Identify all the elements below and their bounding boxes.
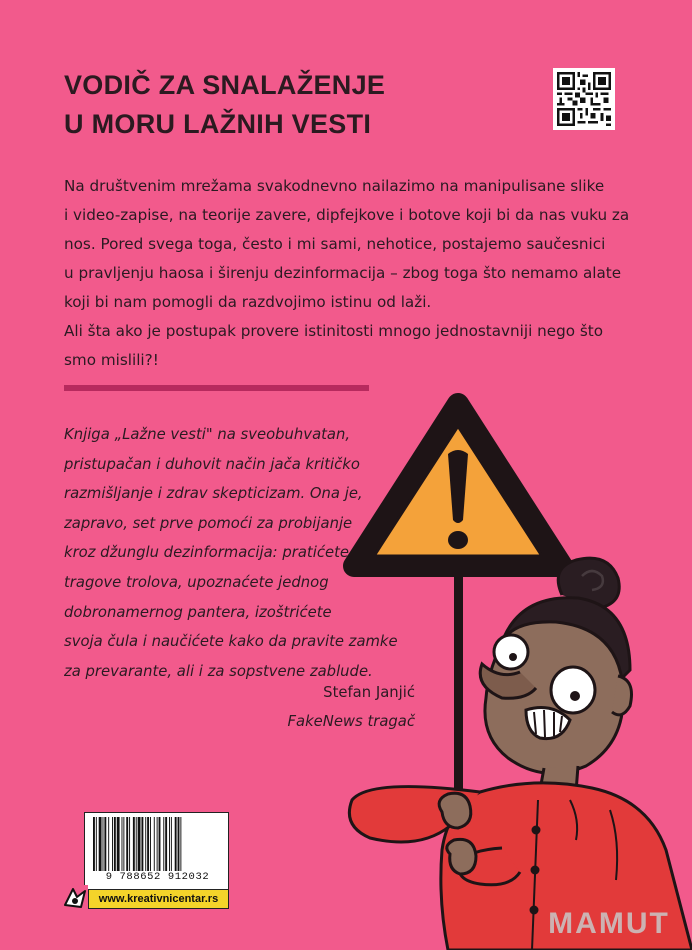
publisher-logo-icon [62,885,88,911]
quote-line: pristupačan i duhovit način jača kritičko [64,455,360,473]
title-line-2: U MORU LAŽNIH VESTI [64,109,372,139]
publisher-website: www.kreativnicentar.rs [88,889,229,909]
quote-line: tragove trolova, upoznaćete jednog [64,573,329,591]
quote-line: kroz džunglu dezinformacija: pratićete [64,544,349,562]
quote-line: Knjiga „Lažne vesti" na sveobuhvatan, [64,426,351,443]
book-title [64,66,385,144]
quote-line: za prevarante, ali i za sopstvene zablude. [64,662,373,680]
intro-line: u pravljenju haosa i širenju dezinformacija – zbog toga što nemamo alate [64,264,622,282]
intro-line: nos. Pored svega toga, često i mi sami, nehotice, postajemo saučesnici [64,235,606,253]
barcode-bars [91,817,224,871]
divider [64,385,369,391]
barcode [84,812,229,900]
watermark [533,908,685,940]
quote-line: zapravo, set prve pomoći za probijanje [64,514,353,532]
warning-sign-icon [354,404,562,566]
character [349,558,692,950]
intro-line: koji bi nam pomogli da razdvojimo istinu od laži. [64,293,432,311]
qr-code-icon [553,68,615,130]
intro-line: Ali šta ako je postupak provere istinitosti mnogo jednostavniji nego što [64,322,604,340]
author-role: FakeNews tragač [287,713,415,730]
watermark-text: MAMUT [548,907,670,940]
intro-line: i video-zapise, na teorije zavere, dipfejkove i botove koji bi da nas vuku za [64,206,630,224]
quote-line: svoja čula i naučićete kako da pravite zamke [64,633,398,651]
isbn-number: 9 788652 912032 [105,871,210,883]
intro-line: Na društvenim mrežama svakodnevno nailazimo na manipulisane slike [64,177,605,195]
warning-sign-illustration [330,380,692,950]
intro-line: smo mislili?! [64,351,159,369]
intro-paragraph [64,172,634,375]
quote-line: dobronamernog pantera, izoštrićete [64,603,332,621]
author-name: Stefan Janjić [323,684,415,701]
title-line-1: VODIČ ZA SNALAŽENJE [64,70,386,100]
quote-line: razmišljanje i zdrav skepticizam. Ona je, [64,485,363,503]
